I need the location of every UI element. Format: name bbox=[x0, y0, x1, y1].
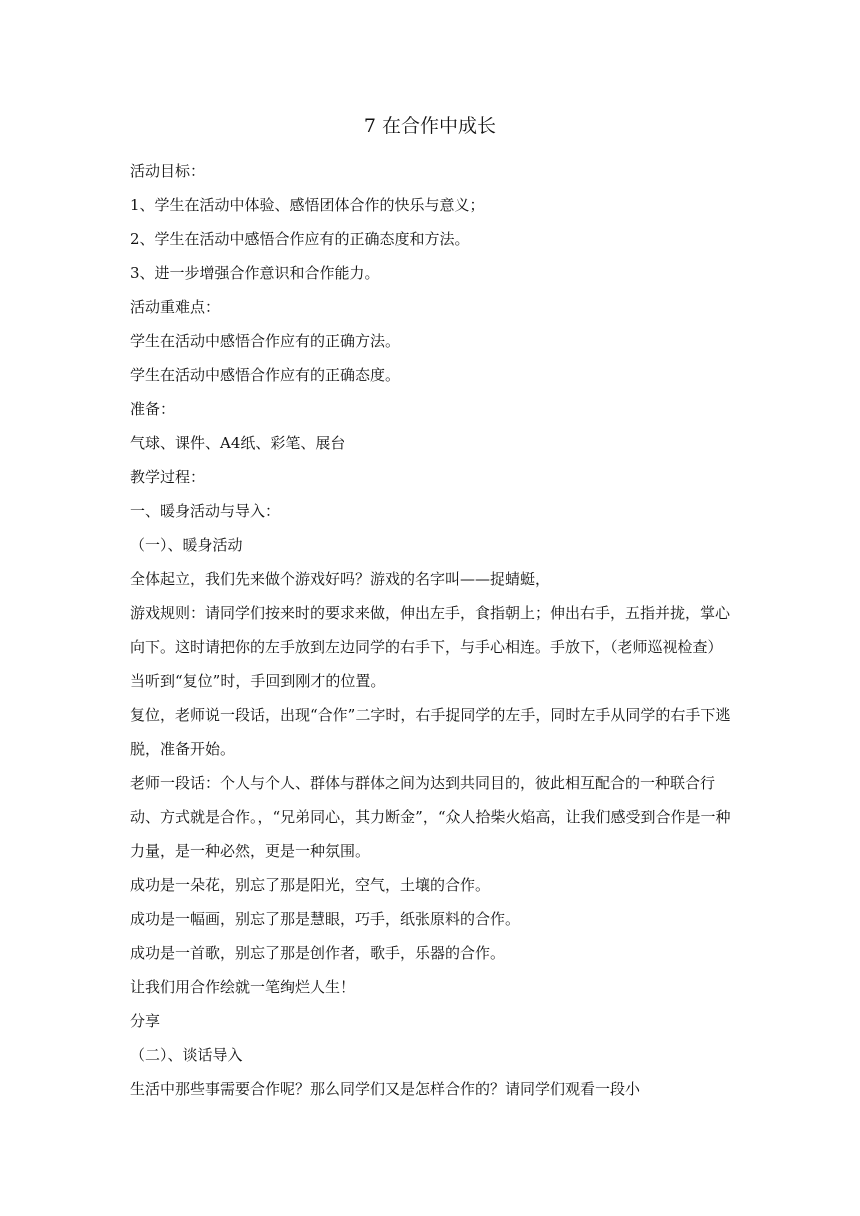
subsection-talk-intro: （二）、谈话导入 bbox=[130, 1046, 243, 1064]
paragraph-talk-intro: 生活中那些事需要合作呢？那么同学们又是怎样合作的？请同学们观看一段小 bbox=[130, 1080, 641, 1098]
process-step-1-heading: 一、暖身活动与导入： bbox=[130, 502, 281, 520]
paragraph-success-flower: 成功是一朵花，别忘了那是阳光，空气，土壤的合作。 bbox=[130, 876, 491, 894]
objective-item-1: 1、学生在活动中体验、感悟团体合作的快乐与意义； bbox=[130, 196, 485, 214]
paragraph-share: 分享 bbox=[130, 1012, 161, 1030]
objective-item-2: 2、学生在活动中感悟合作应有的正确态度和方法。 bbox=[130, 230, 470, 248]
section-heading-objectives: 活动目标： bbox=[130, 162, 206, 180]
paragraph-success-painting: 成功是一幅画，别忘了那是慧眼，巧手，纸张原料的合作。 bbox=[130, 910, 521, 928]
paragraph-teacher-speech: 老师一段话：个人与个人、群体与群体之间为达到共同目的，彼此相互配合的一种联合行动、方式就是合作。，“兄弟同心，其力断金”，“众人拾柴火焰高，让我们感受到合作是一种力量，是一种必然，更是一种氛围。 bbox=[130, 774, 731, 860]
document-body bbox=[130, 154, 732, 1106]
paragraph-game-rules: 游戏规则：请同学们按来时的要求来做，伸出左手，食指朝上；伸出右手，五指并拢，掌心向下。这时请把你的左手放到左边同学的右手下，与手心相连。手放下，（老师巡视检查）当听到“复位”时，手回到刚才的位置。 bbox=[130, 604, 731, 690]
objective-item-3: 3、进一步增强合作意识和合作能力。 bbox=[130, 264, 380, 282]
section-heading-key-points: 活动重难点： bbox=[130, 298, 221, 316]
key-point-1: 学生在活动中感悟合作应有的正确方法。 bbox=[130, 332, 401, 350]
section-heading-process: 教学过程： bbox=[130, 468, 206, 486]
section-heading-preparation: 准备： bbox=[130, 400, 176, 418]
preparation-items: 气球、课件、A4纸、彩笔、展台 bbox=[130, 434, 346, 452]
subsection-warmup: （一）、暖身活动 bbox=[130, 536, 243, 554]
paragraph-reset: 复位，老师说一段话，出现“合作”二字时，右手捉同学的左手，同时左手从同学的右手下逃脱，准备开始。 bbox=[130, 706, 731, 758]
key-point-2: 学生在活动中感悟合作应有的正确态度。 bbox=[130, 366, 401, 384]
paragraph-success-song: 成功是一首歌，别忘了那是创作者，歌手，乐器的合作。 bbox=[130, 944, 506, 962]
document-title: 7 在合作中成长 bbox=[363, 115, 497, 137]
paragraph-game-intro: 全体起立，我们先来做个游戏好吗？游戏的名字叫——捉蜻蜓， bbox=[130, 570, 551, 588]
paragraph-closing-line: 让我们用合作绘就一笔绚烂人生！ bbox=[130, 978, 356, 996]
